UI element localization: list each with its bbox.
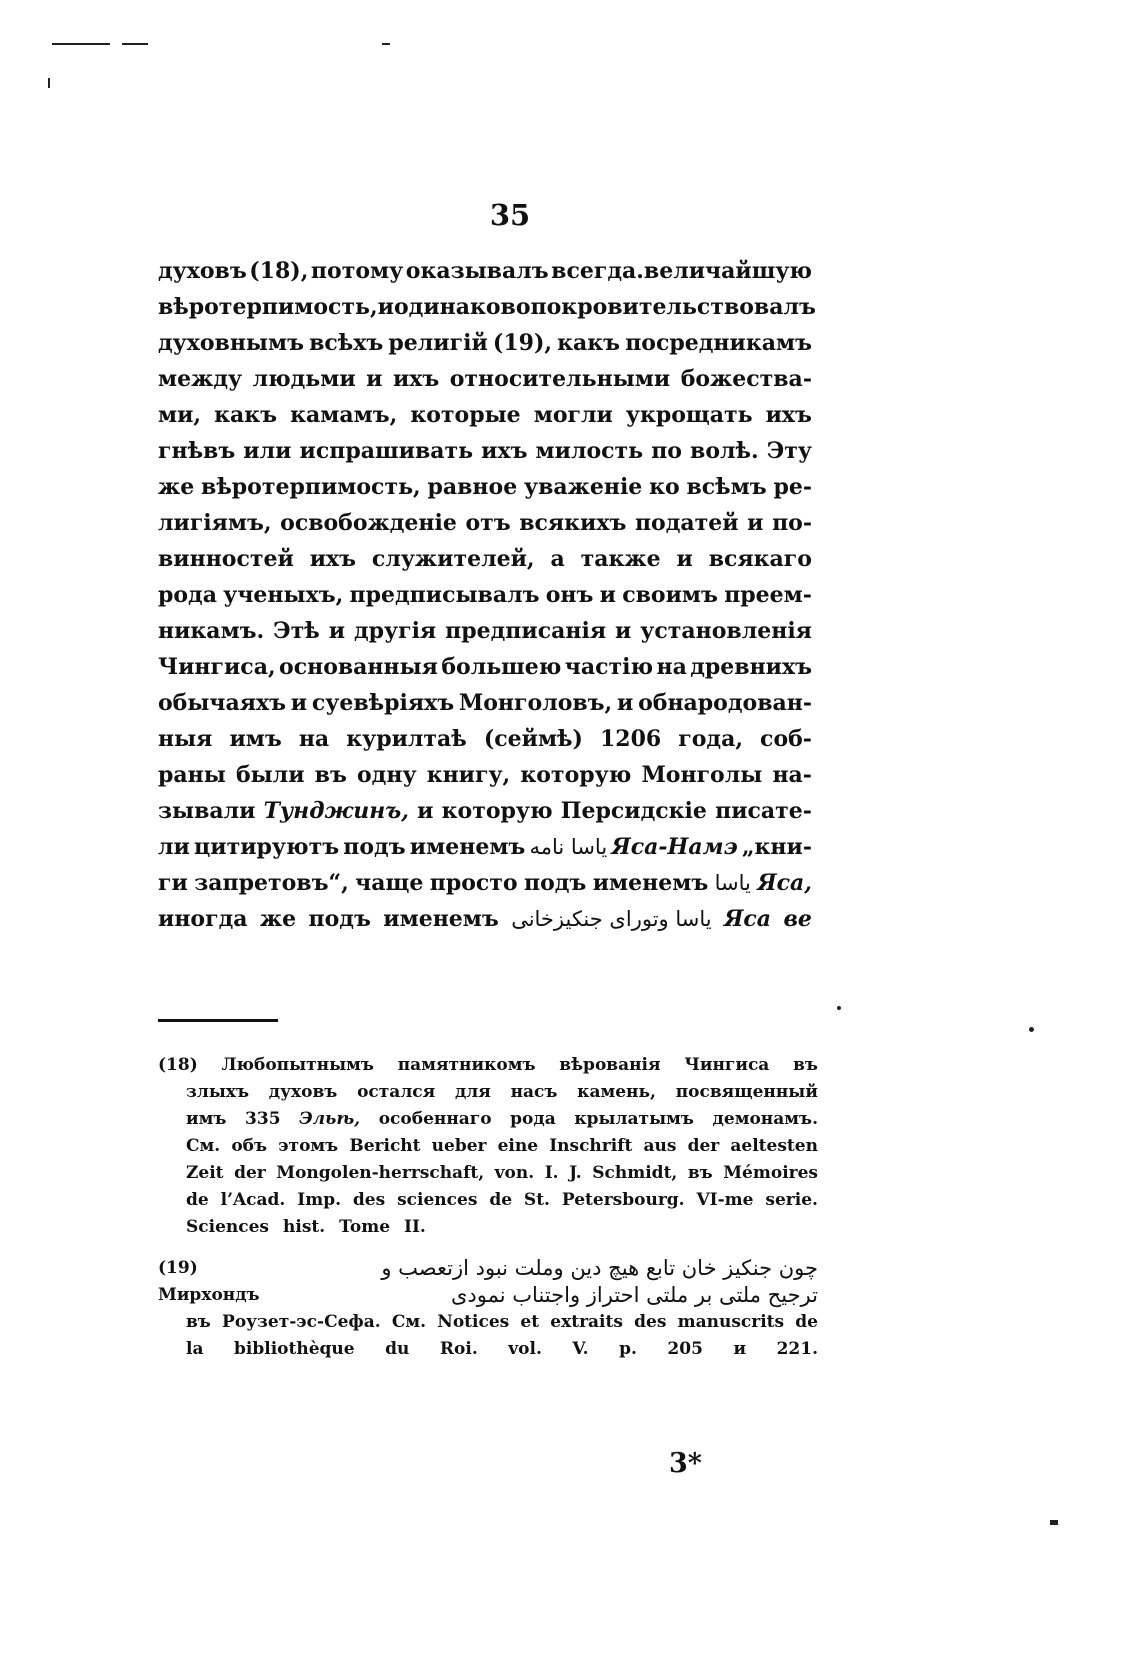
word: именемъ (409, 834, 526, 860)
word: Inschrift (549, 1136, 633, 1156)
word: یاسا (714, 871, 751, 895)
word: основанныя (279, 654, 438, 680)
word: چون جنکیز خان تابع هیچ دین وملت نبود ازتعصب و (381, 1256, 818, 1280)
word: и (615, 618, 632, 644)
word: (19) (158, 1258, 198, 1278)
word: испрашивать (299, 438, 474, 464)
word: обнародован- (638, 690, 812, 716)
footnote-line (158, 1187, 818, 1214)
word: и (417, 798, 434, 824)
word: VI-me (696, 1190, 754, 1210)
word: людьми (252, 366, 356, 392)
word: Bericht (349, 1136, 421, 1156)
word: и (599, 582, 616, 608)
word: der (687, 1136, 720, 1156)
scan-mark (48, 78, 50, 88)
word: подъ (523, 870, 587, 896)
word: камень, (577, 1082, 656, 1102)
scan-mark (52, 43, 110, 45)
word: какъ (557, 330, 621, 356)
text-line (158, 865, 812, 901)
word: вѣрованія (559, 1055, 661, 1075)
footnote-line (158, 1214, 818, 1241)
text-line (158, 757, 812, 793)
word: ترجیح ملتی بر ملتی احتراز واجتناب نمودی (450, 1283, 818, 1307)
word: ихъ (392, 366, 440, 392)
word: 205 (667, 1339, 703, 1359)
word: памятникомъ (397, 1055, 536, 1075)
word: укрощать (625, 402, 753, 428)
word: Персидскіе (560, 798, 707, 824)
word: запретовъ“, (194, 870, 349, 896)
word: Sciences (186, 1217, 269, 1237)
word: и (290, 690, 308, 716)
text-line (158, 361, 812, 397)
word: serie. (765, 1190, 818, 1210)
word: между (158, 366, 243, 392)
word: вѣротерпимость, (201, 474, 421, 500)
word: и (747, 510, 764, 536)
body-text (158, 253, 816, 937)
page-number: 35 (489, 198, 531, 232)
word: которую (441, 798, 553, 824)
word: потому (310, 258, 404, 284)
word: могли (533, 402, 613, 428)
word: этомъ (278, 1136, 339, 1156)
word: крылатымъ (574, 1109, 694, 1129)
word: книгу, (426, 762, 511, 788)
word: другія (353, 618, 437, 644)
word: Tome (339, 1217, 391, 1237)
word: по- (772, 510, 812, 536)
text-line (158, 577, 812, 613)
scan-mark (382, 43, 390, 45)
word: I. (544, 1163, 559, 1183)
word: St. (523, 1190, 550, 1210)
text-line (158, 901, 812, 937)
word: aeltesten (730, 1136, 818, 1156)
word: соб- (760, 726, 812, 752)
word: de (795, 1312, 818, 1332)
word: Монголовъ, (458, 690, 613, 716)
word: податей (634, 510, 739, 536)
word: ихъ (309, 546, 357, 572)
word: ихъ (481, 438, 528, 464)
word: божества- (680, 366, 812, 392)
text-line (158, 721, 812, 757)
word: (18) (158, 1055, 198, 1075)
word: всегда.величайшую (551, 258, 812, 284)
word: духовнымъ (158, 330, 304, 356)
word: Notices (437, 1312, 510, 1332)
word: ко (649, 474, 680, 500)
word: года, (678, 726, 743, 752)
word: یاسا نامه (529, 835, 608, 859)
footnote-19 (158, 1255, 818, 1363)
word: Schmidt, (592, 1163, 678, 1183)
word: подъ (308, 906, 371, 932)
word: зывали (158, 798, 256, 824)
word: которую (520, 762, 632, 788)
word: (18), (249, 258, 309, 284)
word: духовъ (158, 258, 247, 284)
word: sciences (397, 1190, 478, 1210)
word: ре- (773, 474, 812, 500)
word: насъ (510, 1082, 558, 1102)
word: et (520, 1312, 540, 1332)
word: волѣ. (690, 438, 759, 464)
word: были (235, 762, 305, 788)
word: Mémoires (723, 1163, 818, 1183)
text-line (158, 793, 812, 829)
word: отъ (465, 510, 511, 536)
word: ихъ (765, 402, 812, 428)
word: служителей, (371, 546, 535, 572)
word: l’Acad. (220, 1190, 286, 1210)
scan-mark (1029, 1027, 1034, 1032)
word: большею (441, 654, 562, 680)
word: ли (158, 834, 190, 860)
word: Роузет-эс-Сефа. (222, 1312, 381, 1332)
footnotes (158, 1052, 818, 1363)
word: а (550, 546, 565, 572)
word: объ (231, 1136, 268, 1156)
word: der (234, 1163, 266, 1183)
word: также (580, 546, 661, 572)
word: ueber (431, 1136, 487, 1156)
word: имъ (186, 1109, 227, 1129)
word: 1206 (599, 726, 662, 752)
word: по (651, 438, 682, 464)
word: Тунджинъ, (263, 798, 409, 824)
word: лигіямъ, (158, 510, 272, 536)
footnote-line (158, 1336, 818, 1363)
word: p. (619, 1339, 637, 1359)
text-line (158, 433, 812, 469)
word: и (377, 294, 394, 320)
word: и (328, 618, 346, 644)
word: Эльѣ, (299, 1109, 361, 1129)
text-line (158, 829, 812, 865)
word: демонамъ. (712, 1109, 818, 1129)
word: de (489, 1190, 513, 1210)
word: یاسا وتورای جنکیزخانی (511, 907, 712, 931)
word: преем- (724, 582, 812, 608)
word: Чингиса, (158, 654, 276, 680)
word: всѣмъ (686, 474, 767, 500)
word: своимъ (622, 582, 718, 608)
scan-mark (1050, 1520, 1058, 1525)
word: же (259, 906, 297, 932)
footnote-line (158, 1052, 818, 1079)
word: освобожденіе (280, 510, 457, 536)
word: именемъ (383, 906, 499, 932)
word: J. (569, 1163, 582, 1183)
word: 335 (245, 1109, 281, 1129)
word: чаще (355, 870, 424, 896)
word: именемъ (592, 870, 709, 896)
word: рода (510, 1109, 556, 1129)
footnote-line (158, 1106, 818, 1133)
word: вѣротерпимость, (158, 294, 378, 320)
word: писате- (715, 798, 812, 824)
word: См. (186, 1136, 221, 1156)
word: въ (186, 1312, 211, 1332)
word: Чингиса (684, 1055, 770, 1075)
word: предписывалъ (349, 582, 540, 608)
word: и (676, 546, 693, 572)
word: относительными (449, 366, 671, 392)
word: предписанія (445, 618, 607, 644)
word: Petersbourg. (561, 1190, 685, 1210)
word: одинаково (393, 294, 531, 320)
scan-mark (122, 43, 148, 45)
word: Яса-Намэ (611, 834, 738, 860)
word: Roi. (439, 1339, 478, 1359)
word: Imp. (297, 1190, 342, 1210)
word: же (158, 474, 195, 500)
word: ми, (158, 402, 202, 428)
word: рода (158, 582, 217, 608)
word: камамъ, (290, 402, 398, 428)
word: цитируютъ (194, 834, 340, 860)
word: всякихъ (519, 510, 627, 536)
word: (19), (492, 330, 553, 356)
word: или (243, 438, 292, 464)
word: de (186, 1190, 209, 1210)
footnote-line (158, 1309, 818, 1336)
word: ныя (158, 726, 213, 752)
text-line (158, 541, 812, 577)
footnote-divider (158, 1019, 278, 1022)
word: всякаго (708, 546, 812, 572)
word: милость (535, 438, 644, 464)
word: extraits (550, 1312, 623, 1332)
word: aus (643, 1136, 677, 1156)
word: просто (429, 870, 518, 896)
word: въ (687, 1163, 713, 1183)
word: Яса, (757, 870, 812, 896)
footnote-line (158, 1255, 818, 1282)
footnote-18 (158, 1052, 818, 1241)
word: 221. (776, 1339, 818, 1359)
word: Любопытнымъ (221, 1055, 374, 1075)
word: посвященный (675, 1082, 818, 1102)
text-line (158, 649, 812, 685)
word: la (186, 1339, 204, 1359)
footnote-line (158, 1160, 818, 1187)
word: vol. (508, 1339, 542, 1359)
word: покровительствовалъ (530, 294, 816, 320)
word: ги (158, 870, 188, 896)
word: оказывалъ (405, 258, 549, 284)
text-line (158, 289, 816, 325)
text-line (158, 685, 812, 721)
word: V. (572, 1339, 589, 1359)
word: подъ (343, 834, 406, 860)
word: и (616, 690, 634, 716)
word: винностей (158, 546, 294, 572)
word: которые (410, 402, 521, 428)
word: Эту (766, 438, 812, 464)
word: и (366, 366, 383, 392)
word: bibliothèque (234, 1339, 355, 1359)
scan-mark (837, 1006, 841, 1010)
word: на- (772, 762, 812, 788)
word: обычаяхъ (158, 690, 287, 716)
word: des (352, 1190, 386, 1210)
word: Мирхондъ (158, 1285, 260, 1305)
word: установленія (640, 618, 812, 644)
word: du (385, 1339, 410, 1359)
word: какъ (214, 402, 278, 428)
word: уваженіе (524, 474, 643, 500)
word: для (454, 1082, 491, 1102)
word: гнѣвъ (158, 438, 236, 464)
word: ве (783, 906, 812, 932)
word: особеннаго (378, 1109, 492, 1129)
word: Яса (724, 906, 772, 932)
word: См. (391, 1312, 427, 1332)
footnote-line (158, 1133, 818, 1160)
text-line (158, 253, 812, 289)
word: von. (494, 1163, 535, 1183)
word: manuscrits (677, 1312, 785, 1332)
word: иногда (158, 906, 248, 932)
word: духовъ (268, 1082, 338, 1102)
word: Монголы (641, 762, 763, 788)
word: на (656, 654, 687, 680)
word: Этѣ (273, 618, 320, 644)
word: eine (497, 1136, 539, 1156)
footnote-line (158, 1079, 818, 1106)
word: на (298, 726, 330, 752)
word: въ (793, 1055, 818, 1075)
word: религій (388, 330, 488, 356)
word: никамъ. (158, 618, 265, 644)
word: имъ (229, 726, 282, 752)
word: древнихъ (690, 654, 812, 680)
word: одну (357, 762, 417, 788)
signature-mark: 3* (669, 1448, 702, 1479)
word: II. (404, 1217, 426, 1237)
word: Mongolen-herrschaft, (276, 1163, 485, 1183)
word: ученыхъ, (223, 582, 344, 608)
text-line (158, 613, 812, 649)
text-line (158, 325, 812, 361)
word: (сеймѣ) (483, 726, 583, 752)
word: злыхъ (186, 1082, 250, 1102)
text-line (158, 397, 812, 433)
word: раны (158, 762, 226, 788)
word: всѣхъ (309, 330, 384, 356)
word: посредникамъ (625, 330, 812, 356)
word: суевѣріяхъ (311, 690, 455, 716)
word: остался (357, 1082, 436, 1102)
text-line (158, 505, 812, 541)
word: „кни- (741, 834, 812, 860)
word: равное (427, 474, 518, 500)
text-line (158, 469, 812, 505)
word: въ (314, 762, 347, 788)
word: hist. (283, 1217, 326, 1237)
word: Zeit (186, 1163, 224, 1183)
word: и (733, 1339, 747, 1359)
word: des (634, 1312, 667, 1332)
footnote-line (158, 1282, 818, 1309)
word: частію (564, 654, 654, 680)
word: онъ (545, 582, 594, 608)
word: курилтаѣ (346, 726, 467, 752)
